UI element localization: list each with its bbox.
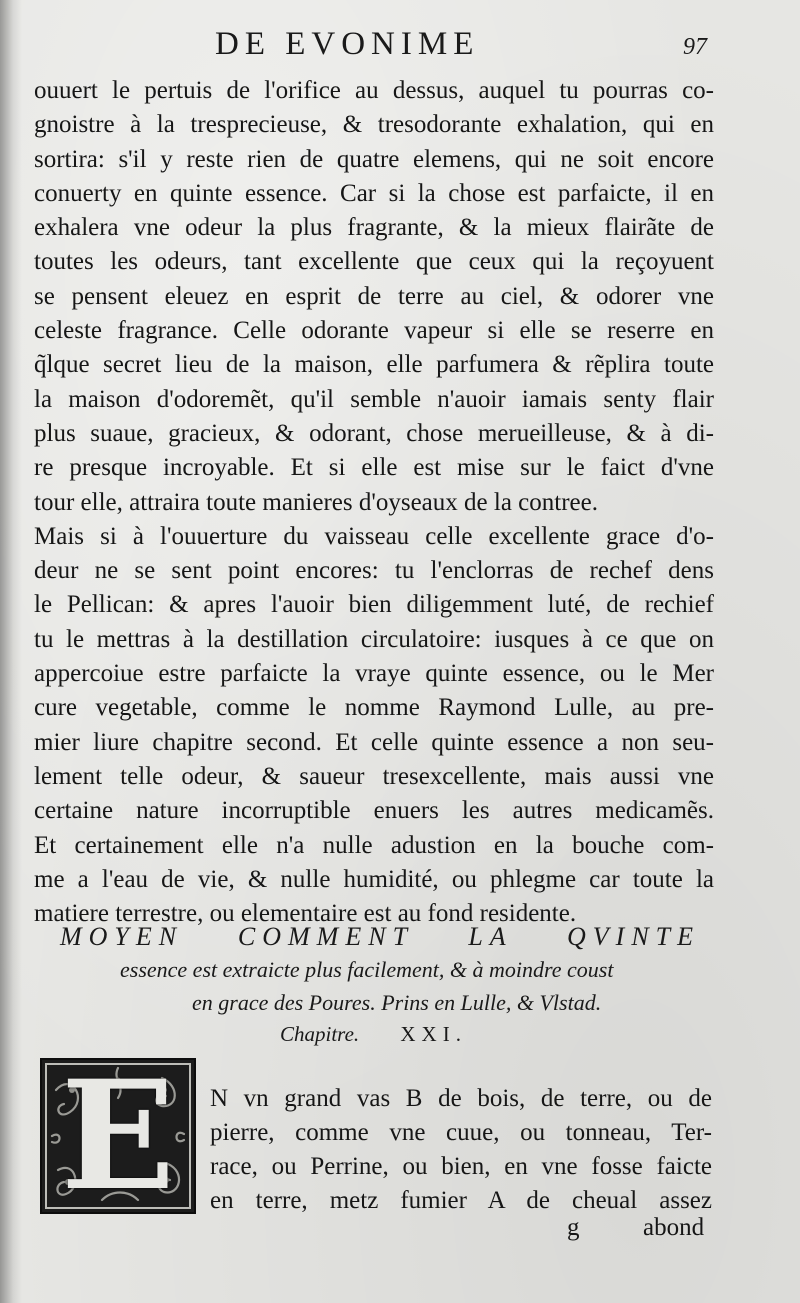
chapter-subtitle: essence est extraicte plus facilement, & à moindre coust (120, 957, 614, 982)
chapter-opening-text (210, 1082, 712, 1218)
chapter-title: MOYEN COMMENT LA QVINTE (60, 922, 700, 951)
text-line: me a l'eau de vie, & nulle humidité, ou phlegme car toute la (34, 865, 714, 893)
text-line: le Pellican: & apres l'auoir bien diligemment luté, de rechief (34, 591, 714, 619)
page-number: 97 (683, 34, 707, 60)
text-line: exhalera vne odeur la plus fragrante, & la mieux flairãte de (34, 214, 714, 242)
running-title: DE EVONIME (215, 26, 480, 62)
catchword: abond (643, 1214, 705, 1241)
body-text (34, 74, 714, 931)
running-head (0, 20, 800, 66)
text-line: toutes les odeurs, tant excellente que ceux qui la reçoyuent (34, 248, 714, 276)
text-line: cure vegetable, comme le nomme Raymond Lulle, au pre- (34, 694, 714, 722)
initial-letter: E (60, 1058, 176, 1214)
text-line: matiere terrestre, ou elementaire est au fond residente. (34, 900, 577, 928)
text-line: race, ou Perrine, ou bien, en vne fosse faicte (210, 1153, 712, 1180)
text-line: Et certainement elle n'a nulle adustion en la bouche com- (34, 831, 714, 859)
chapter-number-line (280, 1022, 467, 1047)
text-line: tour elle, attraira toute manieres d'oyseaux de la contree. (34, 488, 598, 516)
text-line: plus suaue, gracieux, & odorant, chose merueilleuse, & à di- (34, 419, 714, 447)
chapter-label: Chapitre. (280, 1022, 360, 1046)
footer-catchwords (0, 1210, 800, 1250)
text-line: appercoiue estre parfaicte la vraye quinte essence, ou le Mer (34, 660, 714, 688)
text-line: se pensent eleuez en esprit de terre au ciel, & odorer vne (34, 282, 714, 310)
text-line: deur ne se sent point encores: tu l'enclorras de rechef dens (34, 557, 714, 585)
text-line: lement telle odeur, & saueur tresexcellente, mais aussi vne (34, 762, 714, 790)
text-line: conuerty en quinte essence. Car si la chose est parfaicte, il en (34, 179, 714, 207)
chapter-number: XXI. (400, 1022, 467, 1046)
text-line: tu le mettras à la destillation circulatoire: iusques à ce que on (34, 625, 714, 653)
text-line: ouuert le pertuis de l'orifice au dessus, auquel tu pourras co- (34, 77, 714, 104)
text-line: mier liure chapitre second. Et celle quinte essence a non seu- (34, 728, 714, 756)
text-line: certaine nature incorruptible enuers les autres medicamẽs. (34, 797, 714, 825)
decorated-initial (40, 1058, 196, 1214)
text-line: Mais si à l'ouuerture du vaisseau celle excellente grace d'o- (34, 522, 714, 550)
chapter-source: en grace des Poures. Prins en Lulle, & Vlstad. (192, 990, 602, 1015)
text-line: gnoistre à la tresprecieuse, & tresodorante exhalation, qui en (34, 111, 714, 139)
text-line: q̃lque secret lieu de la maison, elle parfumera & rẽplira toute (34, 351, 714, 379)
text-line: en terre, metz fumier A de cheual assez (210, 1187, 712, 1214)
text-line: N vn grand vas B de bois, de terre, ou de (210, 1085, 712, 1112)
text-line: la maison d'odoremẽt, qu'il semble n'auoir iamais senty flair (34, 385, 714, 413)
text-line: pierre, comme vne cuue, ou tonneau, Ter- (210, 1119, 712, 1146)
signature-mark: g (567, 1214, 580, 1241)
text-line: sortira: s'il y reste rien de quatre elemens, qui ne soit encore (34, 145, 714, 173)
text-line: re presque incroyable. Et si elle est mise sur le faict d'vne (34, 454, 714, 482)
text-line: celeste fragrance. Celle odorante vapeur si elle se reserre en (34, 317, 714, 345)
